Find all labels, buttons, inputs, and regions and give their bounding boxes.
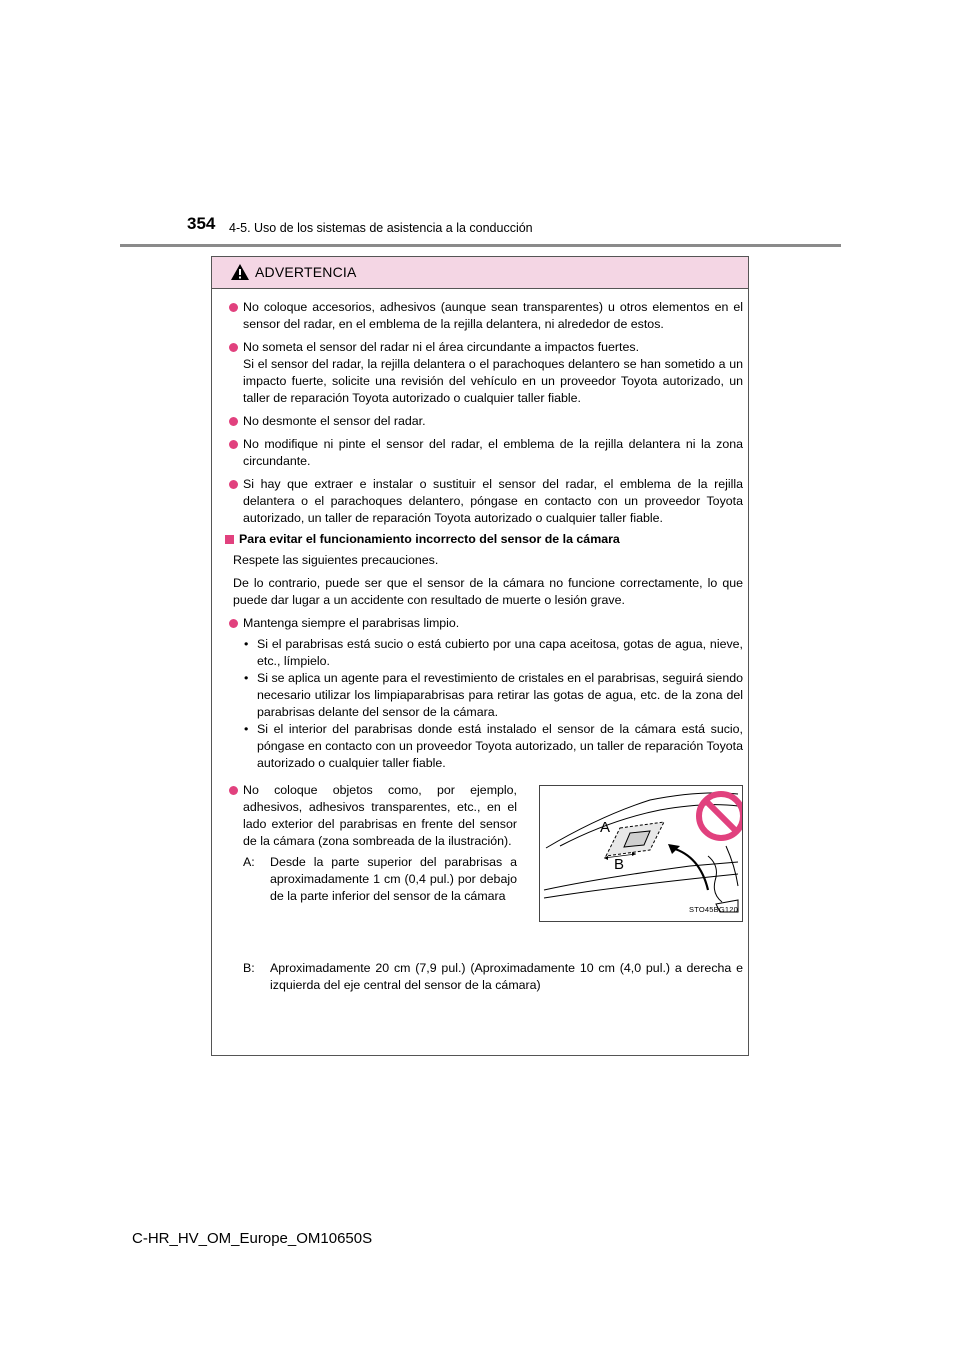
bullet-dot-icon: [229, 480, 238, 489]
list-item: [229, 615, 743, 632]
section-title: 4-5. Uso de los sistemas de asistencia a la conducción: [229, 221, 533, 235]
camera-paragraph: Respete las siguientes precauciones.: [233, 553, 439, 567]
bullet-dot-icon: [229, 417, 238, 426]
sub-item-text: Si el interior del parabrisas donde está instalado el sensor de la cámara está sucio, póngase en contacto con un proveedor Toyota autorizado, un taller de reparación Toyota autorizado o cualquier taller fiable.: [257, 722, 743, 770]
warning-header: [212, 257, 748, 289]
header-divider: [120, 244, 841, 247]
list-item: [229, 476, 743, 527]
list-item: [229, 436, 743, 470]
bullet-dot-icon: [229, 303, 238, 312]
camera-heading-text: Para evitar el funcionamiento incorrecto del sensor de la cámara: [239, 532, 620, 546]
camera-paragraph: De lo contrario, puede ser que el sensor de la cámara no funcione correctamente, lo que puede dar lugar a un accidente con resultado de muerte o lesión grave.: [233, 576, 743, 607]
objects-section: [229, 782, 743, 958]
sub-item: [229, 636, 743, 670]
list-item: [229, 339, 743, 407]
sub-marker: •: [244, 671, 249, 685]
sub-item-text: Si el parabrisas está sucio o está cubierto por una capa aceitosa, gotas de agua, nieve, etc., límpielo.: [257, 637, 743, 668]
illustration-label-b: B: [614, 856, 625, 873]
list-item: [229, 299, 743, 333]
list-item: [229, 413, 743, 430]
note-b-label: B:: [243, 961, 255, 975]
warning-triangle-icon: [230, 263, 250, 281]
bullet-dot-icon: [229, 786, 238, 795]
note-a-label: A:: [243, 855, 255, 869]
sub-marker: •: [244, 722, 249, 736]
bullet-detail: Si el sensor del radar, la rejilla delantera o el parachoques delantero se han sometido a un impacto fuerte, solicite una revisión del vehículo en un proveedor Toyota autorizado, un taller de reparación Toyota autorizado o cualquier taller fiable.: [243, 357, 743, 405]
illustration-code: STO45BG120: [689, 905, 738, 914]
note-b-text: Aproximadamente 20 cm (7,9 pul.) (Aproximadamente 10 cm (4,0 pul.) a derecha e izquierda del eje central del sensor de la cámara): [270, 961, 743, 992]
document-code: C-HR_HV_OM_Europe_OM10650S: [132, 1230, 373, 1247]
sub-list: [229, 636, 743, 772]
note-a-text: Desde la parte superior del parabrisas a aproximadamente 1 cm (0,4 pul.) por debajo de la parte inferior del sensor de la cámara: [270, 855, 517, 903]
bullet-text: No desmonte el sensor del radar.: [243, 414, 426, 428]
bullet-dot-icon: [229, 440, 238, 449]
square-bullet-icon: [225, 535, 234, 544]
prohibition-icon: [699, 794, 742, 838]
list-item: [229, 782, 517, 850]
bullet-text: No modifique ni pinte el sensor del radar, el emblema de la rejilla delantera ni la zona circundante.: [243, 437, 743, 468]
windshield-illustration: [539, 785, 743, 922]
illustration-label-a: A: [600, 819, 611, 836]
bullet-text: Si hay que extraer e instalar o sustituir el sensor del radar, el emblema de la rejilla delantera o el parachoques delantero, póngase en contacto con un proveedor Toyota autorizado, un taller de reparación Toyota autorizado o cualquier taller fiable.: [243, 477, 743, 525]
bullet-dot-icon: [229, 619, 238, 628]
note-b: [229, 960, 743, 994]
warning-title: ADVERTENCIA: [255, 264, 357, 280]
bullet-text: Mantenga siempre el parabrisas limpio.: [243, 616, 460, 630]
bullet-text: No coloque accesorios, adhesivos (aunque sean transparentes) u otros elementos en el sensor del radar, en el emblema de la rejilla delantera, ni alrededor de estos.: [243, 300, 743, 331]
warning-box: [211, 256, 749, 1056]
note-a: [229, 854, 517, 905]
camera-heading: [225, 531, 743, 548]
bullet-text: No someta el sensor del radar ni el área circundante a impactos fuertes.: [243, 340, 640, 354]
sub-item: [229, 670, 743, 721]
sub-marker: •: [244, 637, 249, 651]
warning-content: [229, 299, 743, 994]
sub-item: [229, 721, 743, 772]
bullet-text: No coloque objetos como, por ejemplo, adhesivos, adhesivos transparentes, etc., en el lado exterior del parabrisas en frente del sensor de la cámara (zona sombreada de la ilustración).: [243, 783, 517, 848]
objects-text: [229, 782, 517, 905]
bullet-dot-icon: [229, 343, 238, 352]
sub-item-text: Si se aplica un agente para el revestimiento de cristales en el parabrisas, seguirá siendo necesario utilizar los limpiaparabrisas para retirar las gotas de agua, etc. de la zona del parabrisas delante del sensor de la cámara.: [257, 671, 743, 719]
page-number: 354: [187, 214, 216, 233]
